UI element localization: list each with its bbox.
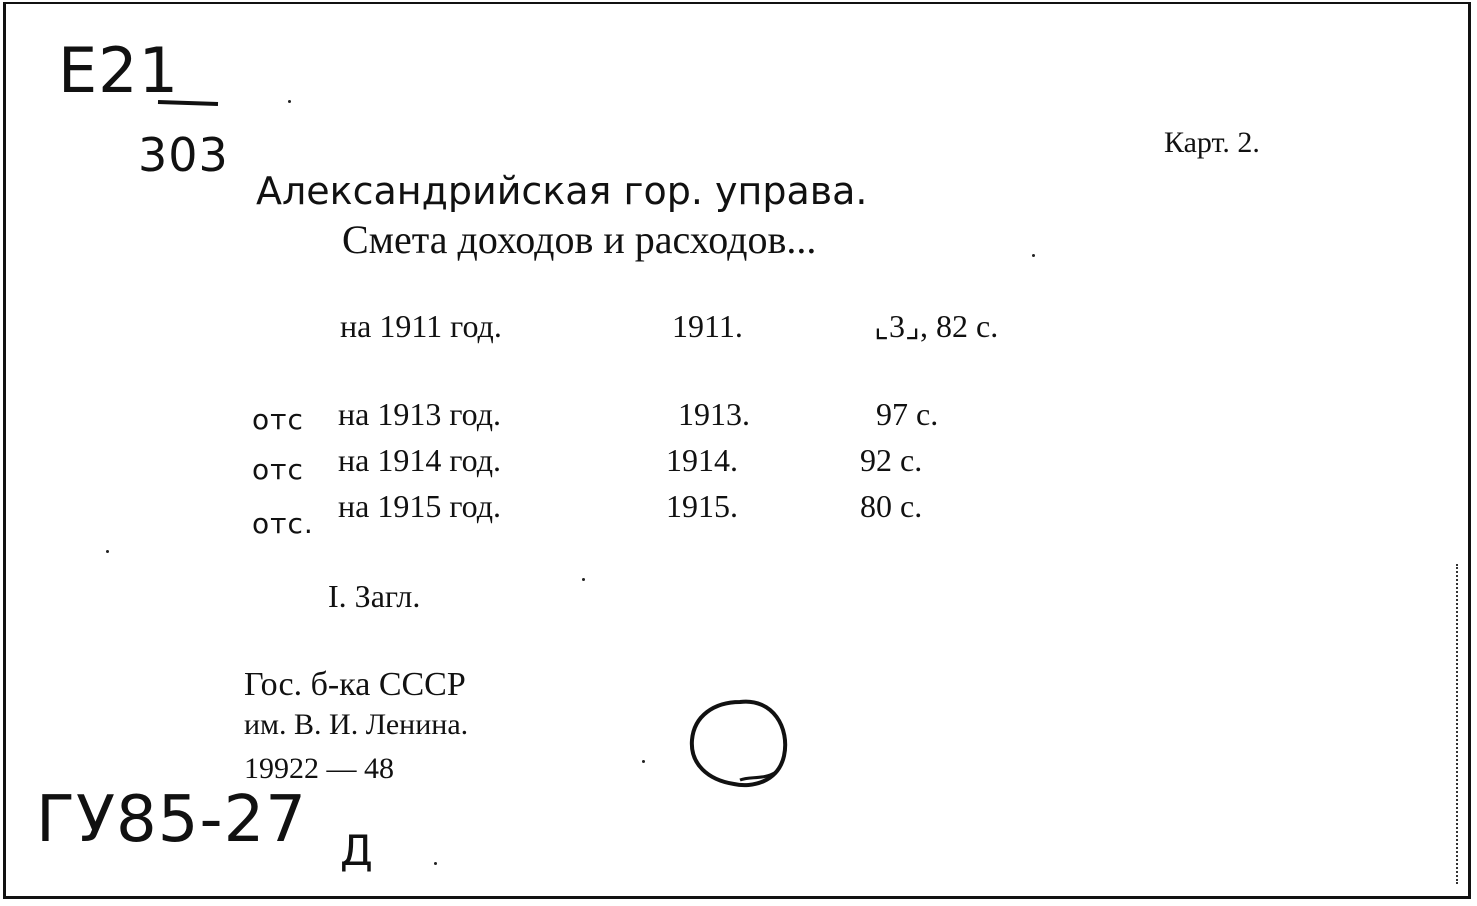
speck	[288, 100, 291, 103]
entry-year: 1915.	[666, 488, 738, 524]
speck	[642, 760, 645, 763]
entry-label: на 1913 год.	[338, 396, 502, 432]
handwritten-code-bottom: ГУ85-27	[36, 783, 307, 857]
scan-edge-noise	[1456, 564, 1468, 884]
entry-mark: отс	[252, 403, 304, 436]
library-line-2: им. В. И. Ленина.	[244, 708, 469, 741]
handwritten-underline	[156, 92, 226, 112]
speck	[582, 578, 585, 581]
card-number: Карт. 2.	[1164, 126, 1260, 159]
entry-year: 1911.	[672, 308, 743, 344]
entry-pages: ⌞3⌟, 82 с.	[874, 308, 999, 344]
entry-mark: отс.	[252, 507, 314, 540]
entry-year: 1914.	[666, 442, 738, 478]
library-line-3: 19922 — 48	[244, 752, 394, 785]
speck	[434, 862, 437, 865]
handwritten-code-top: E21	[58, 34, 180, 107]
entry-pages: 97 с.	[876, 396, 939, 432]
entry-year: 1913.	[678, 396, 750, 432]
circle-mark-icon	[678, 684, 798, 804]
speck	[106, 550, 109, 553]
subject-note: I. Загл.	[328, 578, 421, 614]
entry-label: на 1914 год.	[338, 442, 502, 478]
catalog-card	[3, 2, 1471, 899]
handwritten-code-bottom-suffix: Д	[340, 826, 374, 875]
entry-pages: 80 с.	[860, 488, 923, 524]
speck	[1032, 254, 1035, 257]
entry-pages: 92 с.	[860, 442, 923, 478]
author-heading: Александрийская гор. управа.	[256, 169, 868, 213]
entry-label: на 1915 год.	[338, 488, 502, 524]
entry-label: на 1911 год.	[340, 308, 502, 344]
library-line-1: Гос. б-ка СССР	[244, 666, 466, 703]
entry-mark: отс	[252, 453, 304, 486]
handwritten-number: 303	[138, 128, 229, 182]
title-line: Смета доходов и расходов...	[342, 217, 817, 262]
